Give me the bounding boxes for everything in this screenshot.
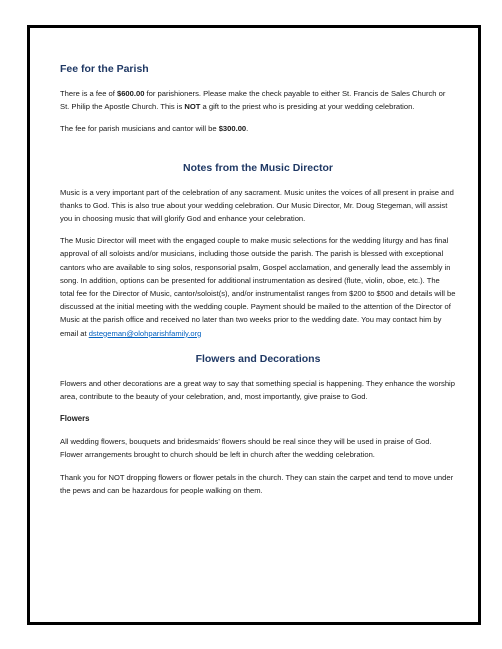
flowers-paragraph-1: Flowers and other decorations are a great way to say that something special is happening. They enhance the worship area, contribute to the beauty of your celebration, and, most importantly, give praise to God. [60,378,455,402]
flowers-subheading: Flowers [60,414,90,424]
document-content [60,62,456,506]
fee-text-b: for parishioners. Please make the check payable to either St. Francis de Sales Church or St. Philip the Apostle Church. This is [60,89,446,112]
fee-heading: Fee for the Parish [60,63,149,75]
music-director-email-link[interactable]: dstegeman@olohparishfamily.org [88,328,202,338]
musician-fee-text-b: . [246,124,249,134]
fee-paragraph-2 [60,122,456,135]
music-paragraph-2 [60,234,456,340]
flowers-paragraph-2: All wedding flowers, bouquets and bridesmaids’ flowers should be real since they will be used in praise of God. Flower arrangements brought to church should be left in church after the wedding celebration. [60,437,432,460]
page-frame [27,25,481,625]
fee-amount: $600.00 [116,89,145,98]
fee-paragraph-1 [60,87,456,113]
musician-fee-text-a: The fee for parish musicians and cantor will be [60,124,219,134]
fee-text-c: a gift to the priest who is presiding at your wedding celebration. [200,102,415,112]
music-heading: Notes from the Music Director [183,161,333,174]
flowers-paragraph-3: Thank you for NOT dropping flowers or flower petals in the church. They can stain the carpet and tend to move under the pews and can be hazardous for people walking on them. [60,472,454,495]
music-paragraph-1: Music is a very important part of the celebration of any sacrament. Music unites the voices of all present in praise and thanks to God. This is also true about your wedding celebration. Our Music Director, Mr. Doug Stegeman, will assist you in choosing music that will glorify God and enhance your celebration. [60,187,454,224]
musician-fee-amount: $300.00 [218,124,247,134]
section-spacer [60,145,456,161]
fee-not-emphasis: NOT [184,102,201,112]
music-paragraph-2-text: The Music Director will meet with the engaged couple to make music selections for the wedding liturgy and has final approval of all soloists and/or musicians, including those outside the parish. The parish is blessed with exceptional cantors who are available to sing solos, responsorial psalm, Gospel acclamation, and generally lead the assembly in song. In addition, options can be presented for additional instrumentation as desired (flute, violin, oboe, etc.). The total fee for the Director of Music, cantor/soloist(s), and/or instrumentalist ranges from $200 to $500 and details will be discussed at the initial meeting with the wedding couple. Payment should be mailed to the attention of the Director of Music at the parish office and received no later than two weeks prior to the wedding date. You may contact him by email at [60,236,456,338]
fee-text-a: There is a fee of [60,89,117,98]
flowers-heading: Flowers and Decorations [195,352,321,365]
